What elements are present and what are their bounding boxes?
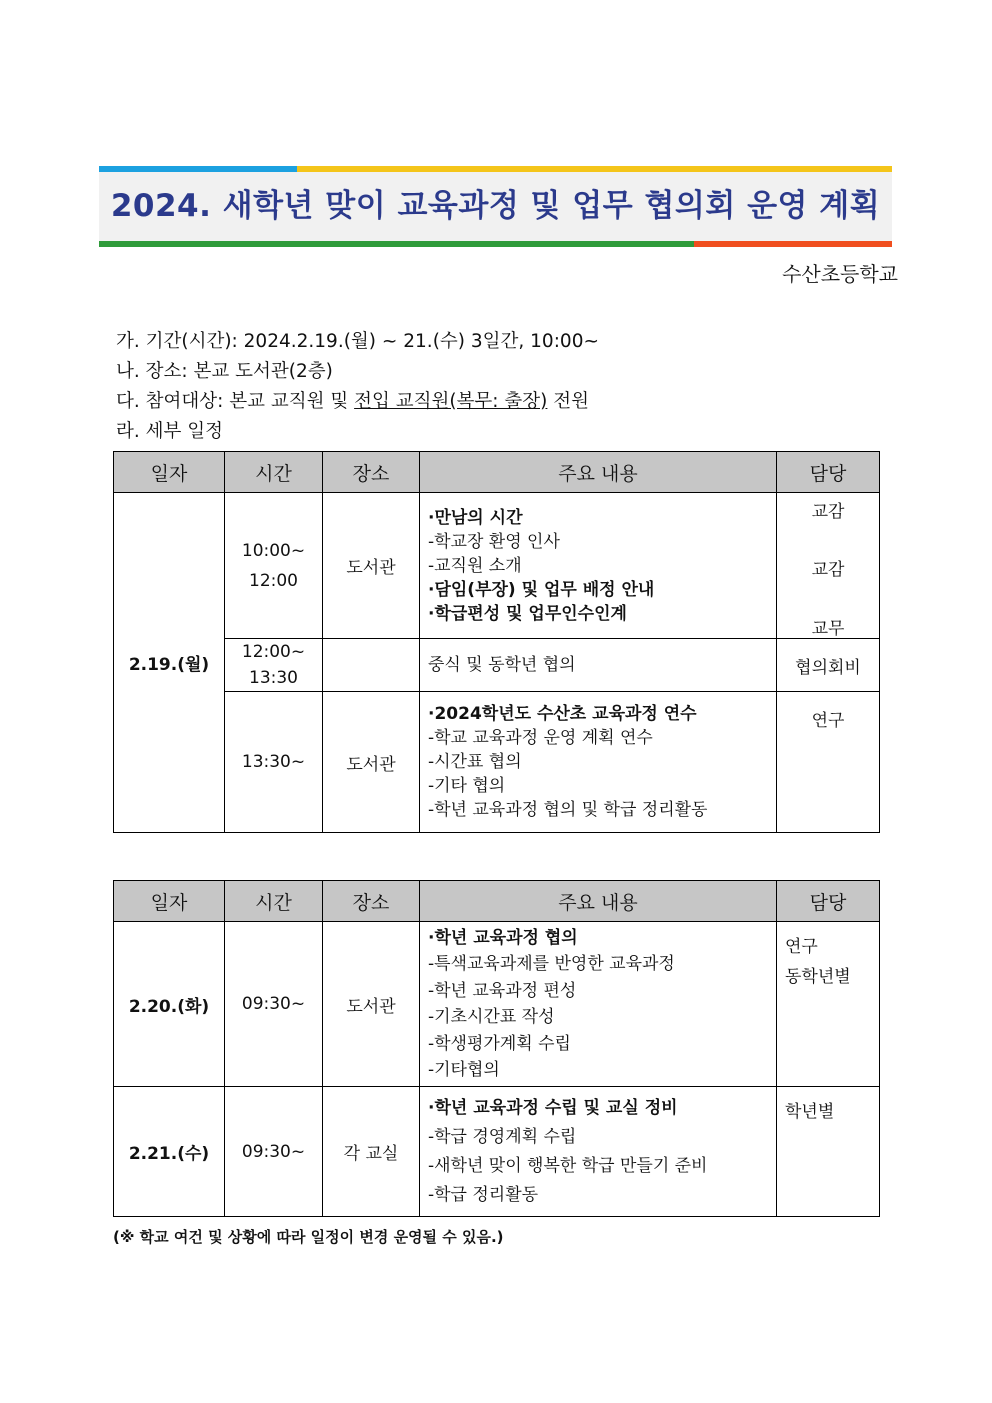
owner-line: 교감 (811, 502, 845, 522)
content-cell (420, 1087, 777, 1217)
time-end: 13:30 (249, 668, 298, 688)
owner-line: 교무 (811, 619, 845, 639)
item-detail: 라. 세부 일정 (116, 421, 223, 442)
item-place: 나. 장소: 본교 도서관(2층) (116, 361, 333, 382)
content-line: ·2024학년도 수산초 교육과정 연수 (428, 704, 697, 724)
owner-cell: 협의회비 (777, 639, 880, 692)
content-line: -교직원 소개 (428, 555, 522, 576)
owner-cell: 학년별 (777, 1087, 880, 1217)
content-line: ·만남의 시간 (428, 507, 523, 528)
time-cell (225, 493, 323, 639)
header-content: 주요 내용 (420, 452, 777, 493)
note: (※ 학교 여건 및 상황에 따라 일정이 변경 운영될 수 있음.) (113, 1228, 504, 1246)
owner-cell: 연구 (777, 692, 880, 833)
participants-prefix: 다. 참여대상: 본교 교직원 및 (116, 391, 355, 412)
schedule-table-1 (113, 451, 880, 833)
content-line: ·담임(부장) 및 업무 배정 안내 (428, 579, 655, 600)
content-line: ·학급편성 및 업무인수인계 (428, 603, 627, 624)
participants-underlined: 전입 교직원(복무: 출장) (354, 391, 548, 412)
content-line: -특색교육과제를 반영한 교육과정 (428, 954, 675, 974)
page-title: 2024. 새학년 맞이 교육과정 및 업무 협의회 운영 계획 (110, 188, 881, 224)
date-cell: 2.21.(수) (114, 1087, 225, 1217)
time-cell: 13:30~ (225, 692, 323, 833)
place-cell: 각 교실 (323, 1087, 420, 1217)
title-bottom-bar-green (99, 241, 694, 247)
date-cell: 2.19.(월) (114, 493, 225, 833)
time-cell (225, 639, 323, 692)
table-row (114, 1087, 880, 1217)
time-cell: 09:30~ (225, 1087, 323, 1217)
content-line: -학년 교육과정 협의 및 학급 정리활동 (428, 800, 708, 820)
table-row (114, 692, 880, 833)
content-cell (420, 493, 777, 639)
content-cell (420, 692, 777, 833)
content-line: ·학년 교육과정 협의 (428, 927, 578, 948)
header-content: 주요 내용 (420, 881, 777, 922)
table-header-row (114, 452, 880, 493)
content-line: -기타 협의 (428, 776, 506, 796)
schedule-table-2 (113, 880, 880, 1217)
content-line: -학급 경영계획 수립 (428, 1126, 577, 1147)
owner-cell (777, 922, 880, 1087)
time-start: 10:00~ (241, 540, 306, 561)
header-owner: 담당 (777, 452, 880, 493)
content-line: -학생평가계획 수립 (428, 1033, 571, 1054)
place-cell: 도서관 (323, 692, 420, 833)
header-date: 일자 (114, 881, 225, 922)
content-line: -기초시간표 작성 (428, 1007, 555, 1027)
table-row (114, 639, 880, 692)
content-cell: 중식 및 동학년 협의 (420, 639, 777, 692)
content-cell (420, 922, 777, 1087)
place-cell: 도서관 (323, 493, 420, 639)
content-line: ·학년 교육과정 수립 및 교실 정비 (428, 1097, 678, 1118)
owner-line: 교감 (811, 560, 845, 580)
header-place: 장소 (323, 452, 420, 493)
owner-line: 동학년별 (785, 967, 851, 987)
content-line: -학교 교육과정 운영 계획 연수 (428, 728, 653, 748)
item-period: 가. 기간(시간): 2024.2.19.(월) ~ 21.(수) 3일간, 10:00~ (116, 331, 599, 352)
place-cell: 도서관 (323, 922, 420, 1087)
content-line: -학년 교육과정 편성 (428, 980, 577, 1001)
header-time: 시간 (225, 881, 323, 922)
time-start: 12:00~ (241, 642, 306, 662)
content-line: -학급 정리활동 (428, 1184, 539, 1205)
time-cell: 09:30~ (225, 922, 323, 1087)
table-row (114, 922, 880, 1087)
item-participants (116, 387, 589, 413)
table-header-row (114, 881, 880, 922)
content-line: -학교장 환영 인사 (428, 531, 560, 552)
time-end: 12:00 (249, 570, 298, 591)
header-place: 장소 (323, 881, 420, 922)
content-line: -새학년 맞이 행복한 학급 만들기 준비 (428, 1155, 708, 1176)
owner-cell (777, 493, 880, 639)
header-time: 시간 (225, 452, 323, 493)
content-line: -시간표 협의 (428, 752, 522, 772)
table-row (114, 493, 880, 639)
place-cell (323, 639, 420, 692)
title-bottom-bar-red (694, 241, 892, 247)
school-name: 수산초등학교 (782, 262, 898, 286)
content-line: -기타협의 (428, 1060, 500, 1080)
title-banner (99, 166, 892, 247)
header-date: 일자 (114, 452, 225, 493)
header-owner: 담당 (777, 881, 880, 922)
date-cell: 2.20.(화) (114, 922, 225, 1087)
owner-line: 연구 (785, 937, 818, 957)
participants-suffix: 전원 (547, 391, 590, 412)
